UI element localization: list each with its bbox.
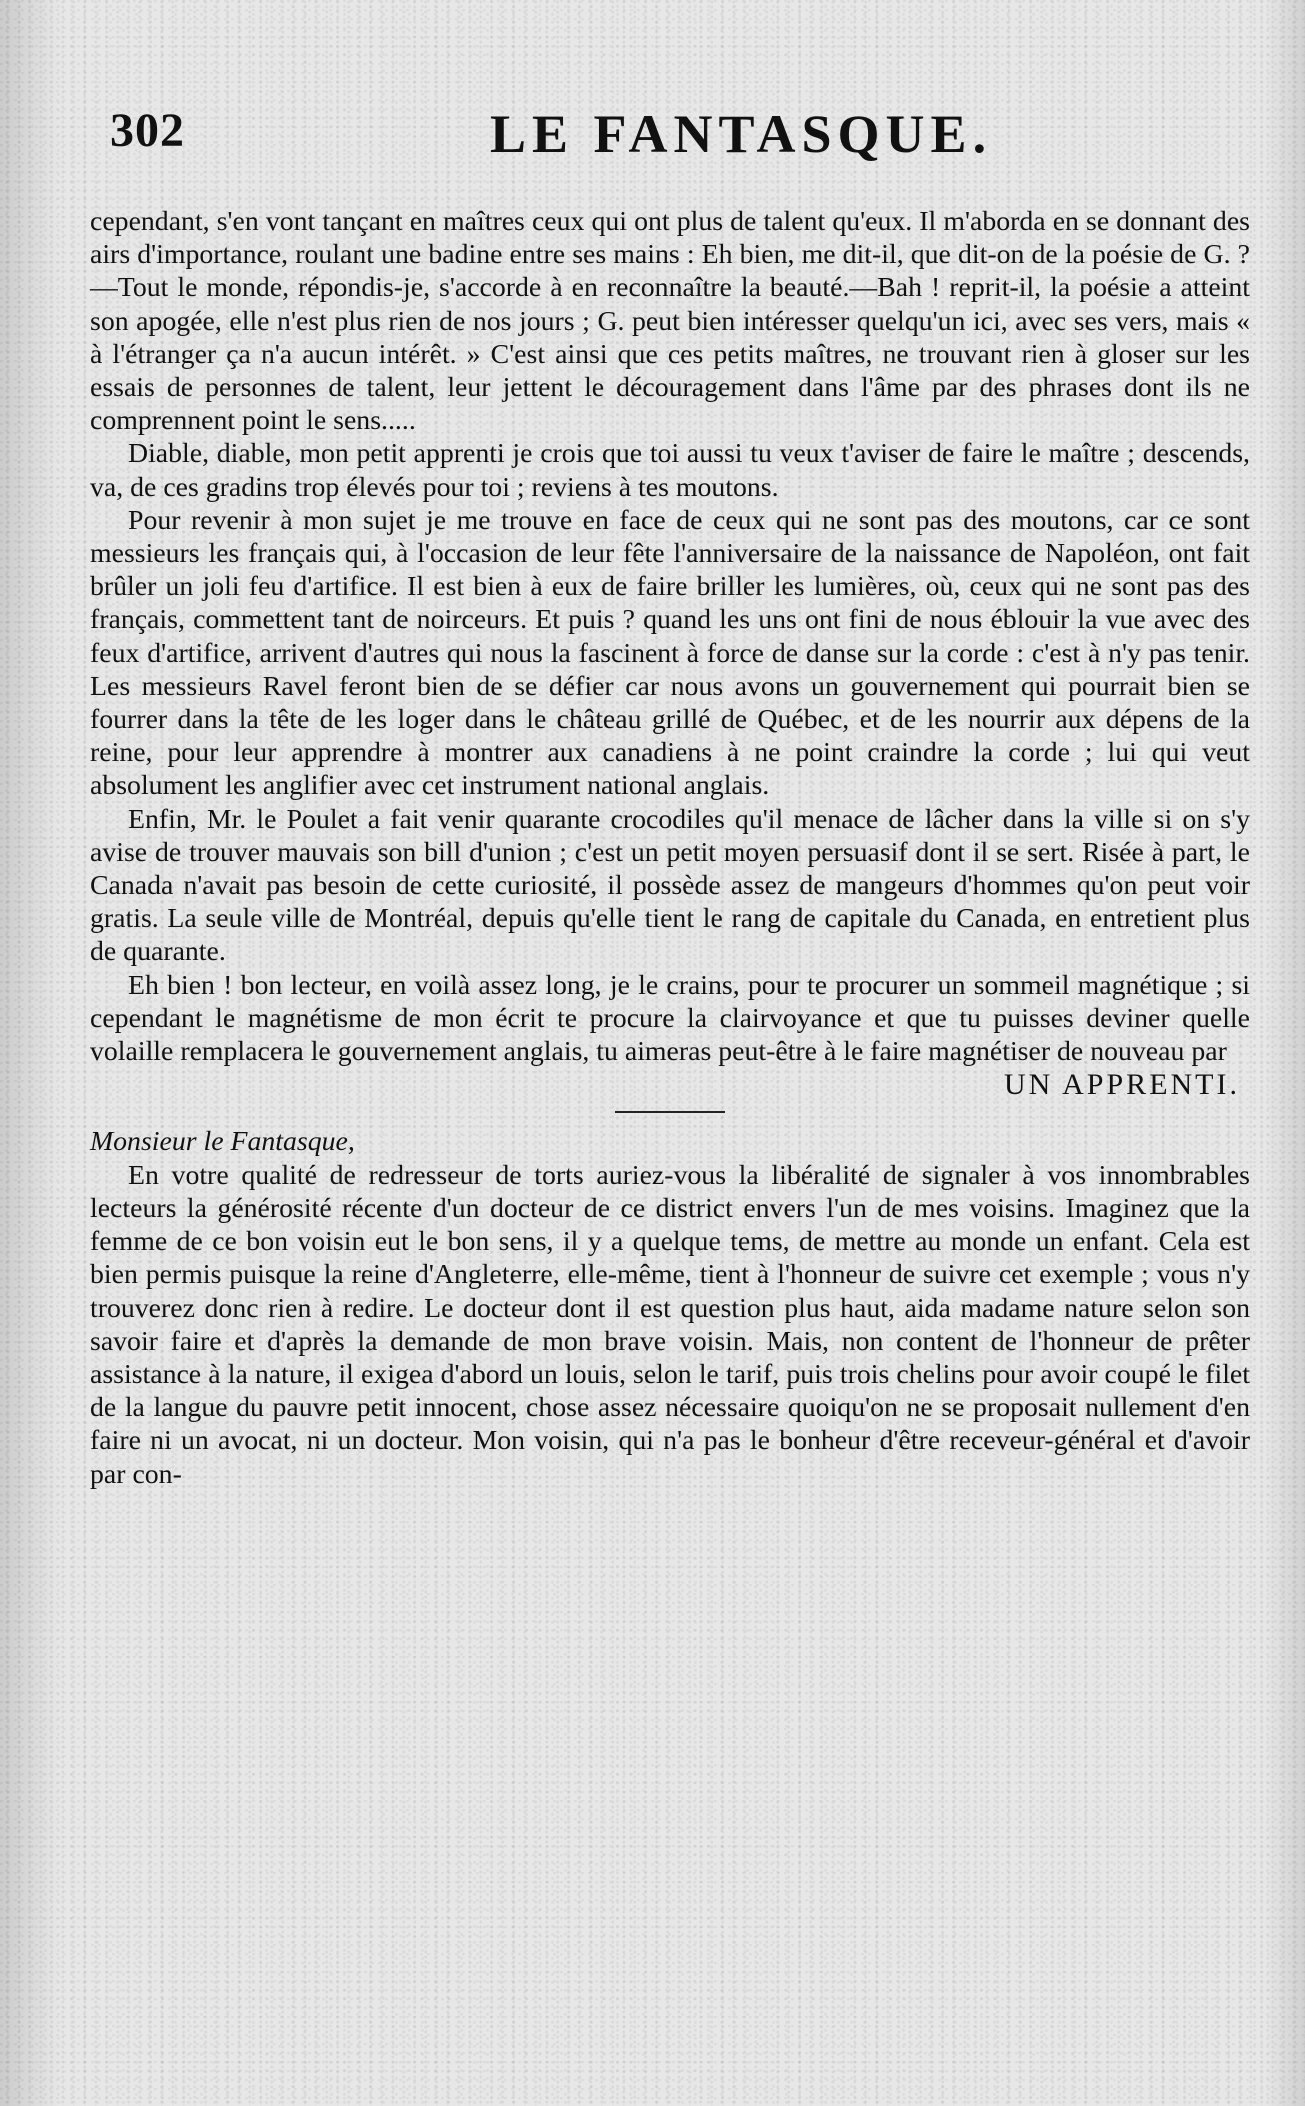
letter-paragraph-1: En votre qualité de redresseur de torts auriez-vous la libéralité de signaler à vos innombrables lecteurs la générosité récente d'un docteur de ce district envers l'un de mes voisins. Imaginez que la femme de ce bon voisin eut le bon sens, il y a quelque tems, de mettre au monde un enfant. Cela est bien permis puisque la reine d'Angleterre, elle-même, tient à l'honneur de suivre cet exemple ; vous n'y trouverez donc rien à redire. Le docteur dont il est question plus haut, aida madame nature selon son savoir faire et d'après la demande de mon brave voisin. Mais, non content de l'honneur de prêter assistance à la nature, il exigea d'abord un louis, selon le tarif, puis trois chelins pour avoir coupé le filet de la langue du pauvre petit innocent, chose assez nécessaire quoiqu'on ne se proposait nullement d'en faire ni un avocat, ni un docteur. Mon voisin, qui n'a pas le bonheur d'être receveur-général et d'avoir par con- bbox=[90, 1159, 1250, 1490]
paragraph-5: Eh bien ! bon lecteur, en voilà assez long, je le crains, pour te procurer un sommeil magnétique ; si cependant le magnétisme de mon écrit te procure la clairvoyance et que tu puisses deviner quelle volaille remplacera le gouvernement anglais, tu aimeras peut-être à le faire magnétiser de nouveau par bbox=[90, 969, 1250, 1068]
section-divider bbox=[615, 1111, 725, 1113]
paragraph-4: Enfin, Mr. le Poulet a fait venir quarante crocodiles qu'il menace de lâcher dans la ville si on s'y avise de trouver mauvais son bill d'union ; c'est un petit moyen persuasif dont il se sert. Risée à part, le Canada n'avait pas besoin de cette curiosité, il possède assez de mangeurs d'hommes qu'on peut voir gratis. La seule ville de Montréal, depuis qu'elle tient le rang de capitale du Canada, en entretient plus de quarante. bbox=[90, 803, 1250, 968]
page-header bbox=[80, 95, 1260, 175]
paragraph-2: Diable, diable, mon petit apprenti je crois que toi aussi tu veux t'aviser de faire le maître ; descends, va, de ces gradins trop élevés pour toi ; reviens à tes moutons. bbox=[90, 438, 1250, 503]
page-shadow-right bbox=[1265, 0, 1305, 2106]
page-shadow-left bbox=[0, 0, 60, 2106]
paragraph-3: Pour revenir à mon sujet je me trouve en face de ceux qui ne sont pas des moutons, car ce sont messieurs les français qui, à l'occasion de leur fête l'anniversaire de la naissance de Napoléon, ont fait brûler un joli feu d'artifice. Il est bien à eux de faire briller les lumières, où, ceux qui ne sont pas des français, commettent tant de noirceurs. Et puis ? quand les uns ont fini de nous éblouir la vue avec des feux d'artifice, arrivent d'autres qui nous la fascinent à force de danse sur la corde : c'est à n'y pas tenir. Les messieurs Ravel feront bien de se défier car nous avons un gouvernement qui pourrait bien se fourrer dans la tête de les loger dans le château grillé de Québec, et de les nourrir aux dépens de la reine, pour leur apprendre à montrer aux canadiens à ne point craindre la corde ; lui qui veut absolument les anglifier avec cet instrument national anglais. bbox=[90, 504, 1250, 802]
article-body bbox=[90, 205, 1250, 1491]
page-number: 302 bbox=[110, 104, 185, 157]
letter-salutation: Monsieur le Fantasque, bbox=[90, 1126, 355, 1158]
author-signature: UN APPRENTI. bbox=[1003, 1068, 1240, 1102]
paragraph-1: cependant, s'en vont tançant en maîtres ceux qui ont plus de talent qu'eux. Il m'aborda en se donnant des airs d'importance, roulant une badine entre ses mains : Eh bien, me dit-il, que dit-on de la poésie de G. ?—Tout le monde, répondis-je, s'accorde à en reconnaître la beauté.—Bah ! reprit-il, la poésie a atteint son apogée, elle n'est plus rien de nos jours ; G. peut bien intéresser quelqu'un ici, avec ses vers, mais « à l'étranger ça n'a aucun intérêt. » C'est ainsi que ces petits maîtres, ne trouvant rien à gloser sur les essais de personnes de talent, leur jettent le découragement dans l'âme par des phrases dont ils ne comprennent point le sens..... bbox=[90, 206, 1250, 437]
running-title: LE FANTASQUE. bbox=[490, 104, 993, 164]
